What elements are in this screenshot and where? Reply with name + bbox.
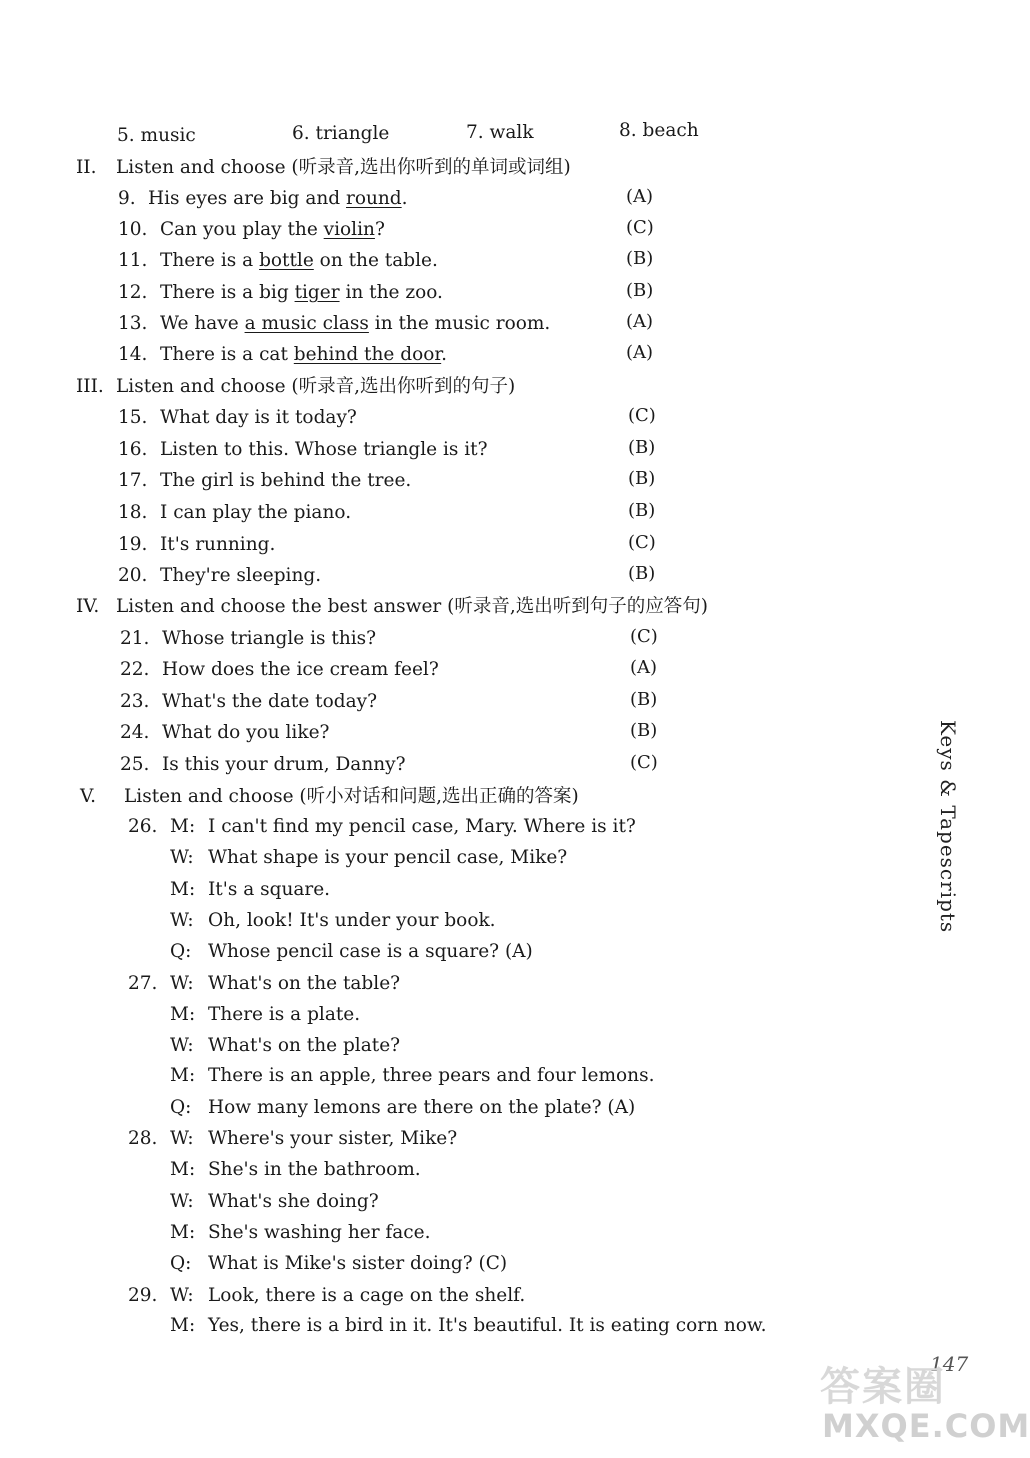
- dialog-line: W: What's on the plate?: [170, 1035, 401, 1056]
- answer-label: (B): [628, 468, 656, 489]
- list-item: 15. What day is it today?: [118, 407, 357, 428]
- list-item: 17. The girl is behind the tree.: [118, 470, 412, 491]
- answer-label: (A): [626, 311, 654, 332]
- word-item-6: 6. triangle: [292, 123, 390, 144]
- dialog-line: 27. W: What's on the table?: [128, 973, 401, 994]
- answer-label: (B): [630, 720, 658, 741]
- section-heading-2: [76, 156, 571, 180]
- section-number: V.: [80, 786, 97, 807]
- dialog-line: Q: How many lemons are there on the plate? (A): [170, 1097, 636, 1118]
- answer-label: (C): [630, 752, 658, 773]
- dialog-number: 29.: [128, 1285, 158, 1306]
- dialog-line: W: What's she doing?: [170, 1191, 379, 1212]
- dialog-line: Q: What is Mike's sister doing? (C): [170, 1253, 508, 1274]
- answer-label: (B): [628, 563, 656, 584]
- dialog-line: M: She's in the bathroom.: [170, 1159, 421, 1180]
- section-heading-4: [76, 595, 708, 619]
- list-item: 16. Listen to this. Whose triangle is it?: [118, 439, 488, 460]
- list-item: 9. His eyes are big and round.: [118, 188, 408, 209]
- section-number: II.: [76, 157, 97, 178]
- dialog-line: 28. W: Where's your sister, Mike?: [128, 1128, 458, 1149]
- word-item-8: 8. beach: [619, 120, 699, 141]
- section-title: Listen and choose (听录音,选出你听到的单词或词组): [116, 157, 571, 178]
- list-item: 25. Is this your drum, Danny?: [120, 754, 406, 775]
- section-heading-3: [76, 375, 515, 399]
- section-heading-5: [80, 785, 579, 809]
- dialog-line: M: She's washing her face.: [170, 1222, 431, 1243]
- dialog-line: 26. M: I can't find my pencil case, Mary. Where is it?: [128, 816, 636, 837]
- answer-label: (C): [628, 532, 656, 553]
- page-number: 147: [930, 1352, 969, 1376]
- list-item: 11. There is a bottle on the table.: [118, 250, 438, 271]
- list-item: 10. Can you play the violin?: [118, 219, 385, 240]
- list-item: 18. I can play the piano.: [118, 502, 352, 523]
- list-item: 20. They're sleeping.: [118, 565, 322, 586]
- side-section-label: Keys & Tapescripts: [936, 720, 960, 934]
- list-item: 13. We have a music class in the music room.: [118, 313, 551, 334]
- answer-label: (C): [626, 217, 654, 238]
- list-item: 19. It's running.: [118, 534, 276, 555]
- answer-label: (B): [628, 437, 656, 458]
- dialog-line: M: It's a square.: [170, 879, 331, 900]
- answer-label: (C): [630, 626, 658, 647]
- dialog-number: 26.: [128, 816, 158, 837]
- answer-label: (B): [628, 500, 656, 521]
- dialog-line: W: Oh, look! It's under your book.: [170, 910, 496, 931]
- section-title: Listen and choose the best answer (听录音,选出听到句子的应答句): [116, 596, 708, 617]
- dialog-line: M: There is an apple, three pears and four lemons.: [170, 1065, 655, 1086]
- dialog-line: 29. W: Look, there is a cage on the shelf.: [128, 1285, 526, 1306]
- list-item: 14. There is a cat behind the door.: [118, 344, 448, 365]
- dialog-line: W: What shape is your pencil case, Mike?: [170, 847, 568, 868]
- watermark-bottom-text: MXQE.COM: [822, 1407, 1030, 1445]
- answer-label: (B): [626, 248, 654, 269]
- section-title: Listen and choose (听录音,选出你听到的句子): [116, 376, 516, 397]
- watermark-top-text: 答案圈: [820, 1363, 946, 1410]
- list-item: 12. There is a big tiger in the zoo.: [118, 282, 443, 303]
- section-number: IV.: [76, 596, 100, 617]
- answer-label: (A): [626, 186, 654, 207]
- answer-label: (C): [628, 405, 656, 426]
- word-item-7: 7. walk: [466, 122, 534, 143]
- answer-label: (B): [626, 280, 654, 301]
- list-item: 24. What do you like?: [120, 722, 330, 743]
- list-item: 23. What's the date today?: [120, 691, 377, 712]
- section-number: III.: [76, 376, 104, 397]
- answer-label: (B): [630, 689, 658, 710]
- section-title: Listen and choose (听小对话和问题,选出正确的答案): [124, 786, 579, 807]
- dialog-number: 28.: [128, 1128, 158, 1149]
- list-item: 21. Whose triangle is this?: [120, 628, 377, 649]
- watermark-logo: [820, 1355, 1030, 1450]
- dialog-line: Q: Whose pencil case is a square? (A): [170, 941, 533, 962]
- dialog-line: M: Yes, there is a bird in it. It's beautiful. It is eating corn now.: [170, 1315, 767, 1336]
- answer-label: (A): [626, 342, 654, 363]
- dialog-number: 27.: [128, 973, 158, 994]
- list-item: 22. How does the ice cream feel?: [120, 659, 439, 680]
- answer-label: (A): [630, 657, 658, 678]
- dialog-line: M: There is a plate.: [170, 1004, 361, 1025]
- word-item-5: 5. music: [117, 125, 196, 146]
